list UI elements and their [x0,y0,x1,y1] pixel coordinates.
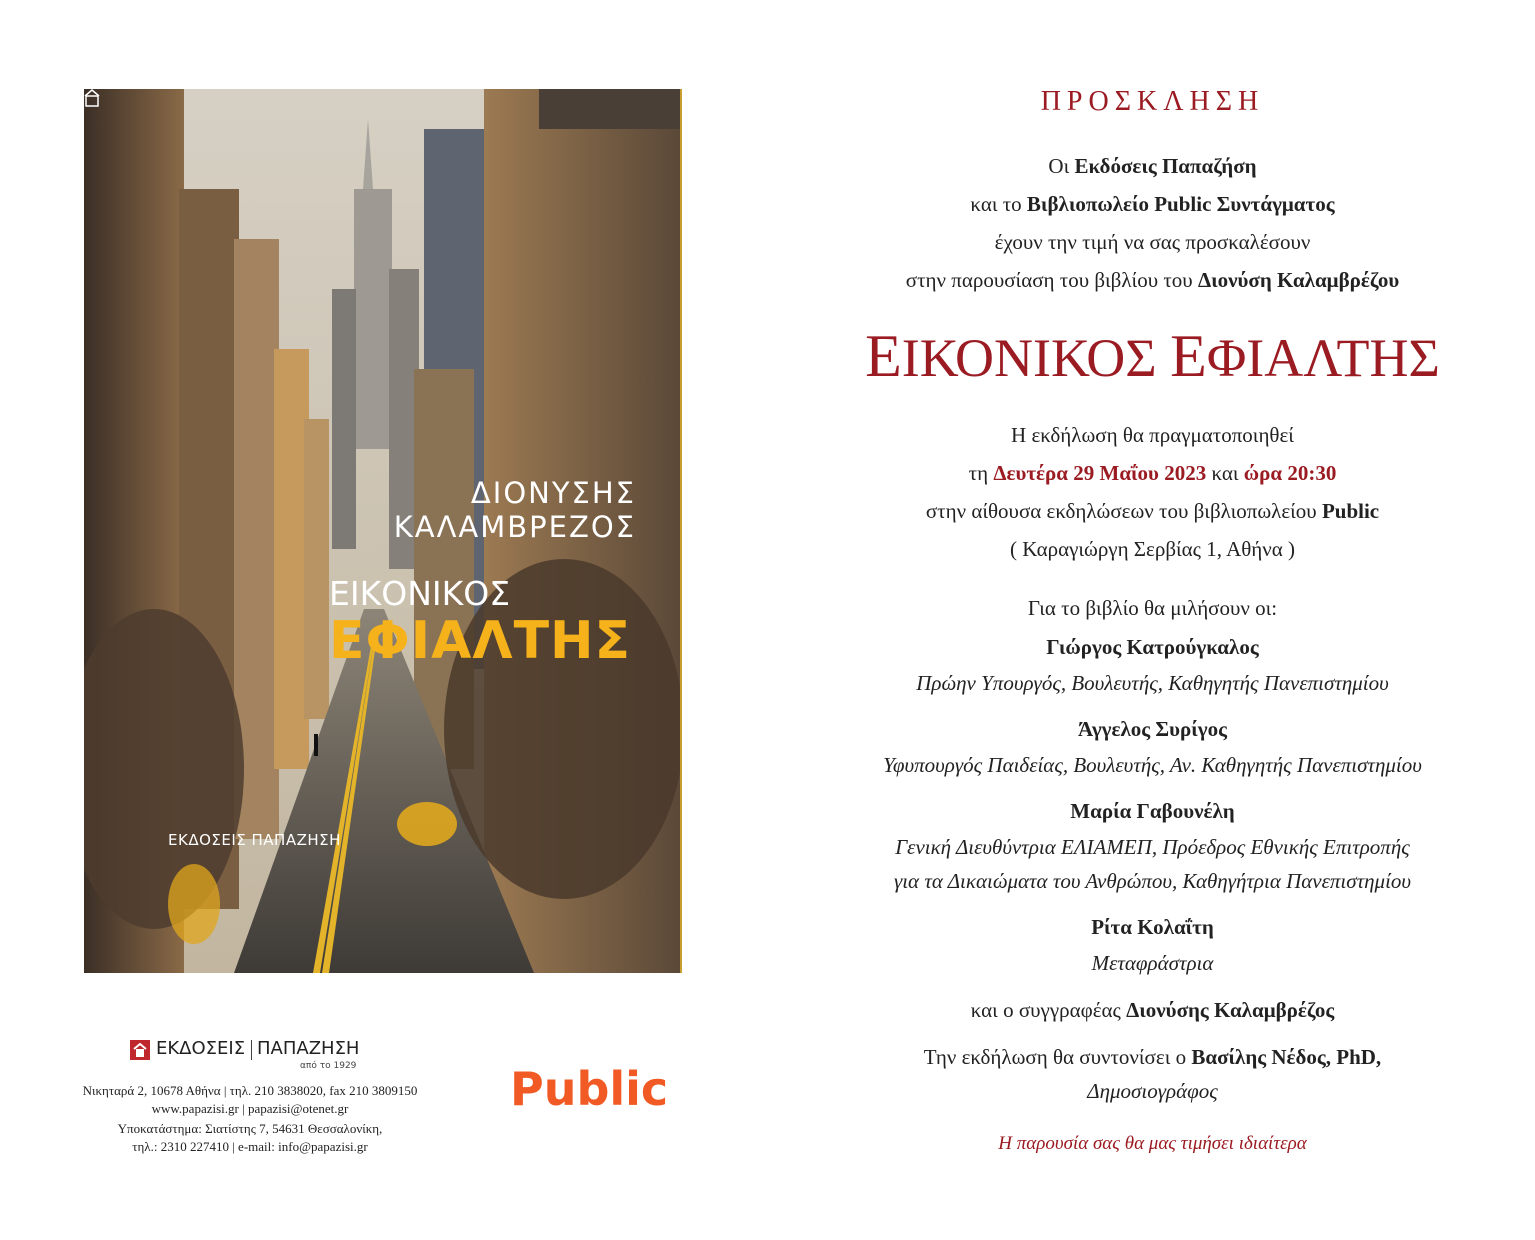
speaker-3-name: Μαρία Γαβουνέλη [1070,799,1235,823]
event-line-3 [760,498,1535,524]
title-rest: ΦΙΑΛΤΗΣ [1206,328,1440,388]
speaker-3-role: Γενική Διευθύντρια ΕΛΙΑΜΕΠ, Πρόεδρος Εθνικής Επιτροπής [895,835,1410,859]
cover-author-first: ΔΙΟΝΥΣΗΣ [470,476,636,510]
speaker-1-name: Γιώργος Κατρούγκαλος [1046,635,1259,659]
text: στην αίθουσα εκδηλώσεων του βιβλιοπωλείου [925,499,1322,523]
event-address: ( Καραγιώργη Σερβίας 1, Αθήνα ) [1009,537,1296,561]
text: και το [970,192,1027,216]
speakers-intro: Για το βιβλίο θα μιλήσουν οι: [1027,596,1278,620]
speaker-2-role: Υφυπουργός Παιδείας, Βουλευτής, Αν. Καθηγητής Πανεπιστημίου [883,753,1422,777]
title-initial: Ε [1170,323,1207,389]
moderator-name: Βασίλης Νέδος, PhD, [1191,1045,1382,1069]
closing-line: Η παρουσία σας θα μας τιμήσει ιδιαίτερα [998,1133,1307,1154]
speaker-name [760,914,1535,940]
publisher-branch: Υποκατάστημα: Σιατίστης 7, 54631 Θεσσαλονίκη, [117,1121,383,1136]
speaker-4-name: Ρίτα Κολαΐτη [1091,915,1214,939]
author-line [760,997,1535,1023]
text: και ο συγγραφέας [970,998,1127,1022]
speaker-name [760,798,1535,824]
publisher-house-icon [84,89,100,107]
author-name: Διονύση Καλαμβρέζου [1197,268,1400,292]
publisher-logo-text-right: ΠΑΠΑΖΗΣΗ [257,1038,360,1059]
venue-name: Public [1321,499,1380,523]
publisher-branch-contact: τηλ.: 2310 227410 | e-mail: info@papazisi.gr [132,1139,368,1154]
speaker-4-role: Μεταφράστρια [1091,951,1214,975]
cover-publisher: ΕΚΔΟΣΕΙΣ ΠΑΠΑΖΗΣΗ [168,831,341,849]
title-rest: ΙΚΟΝΙΚΟΣ [901,328,1171,388]
moderator-line [760,1044,1535,1070]
cover-title-line2: ΕΦΙΑΛΤΗΣ [329,611,632,671]
publisher-logo-mark-icon [130,1040,150,1060]
text: τη [968,461,994,485]
publisher-since: από το 1929 [300,1061,357,1071]
event-date: Δευτέρα 29 Μαΐου 2023 [993,461,1207,485]
publisher-web: www.papazisi.gr | papazisi@otenet.gr [151,1101,349,1116]
publisher-address: Νικηταρά 2, 10678 Αθήνα | τηλ. 210 3838020, fax 210 3809150 [82,1083,418,1098]
bookstore-name: Βιβλιοπωλείο Public Συντάγματος [1026,192,1335,216]
moderator-role: Δημοσιογράφος [1087,1079,1218,1103]
hosts-line-3: έχουν την τιμή να σας προσκαλέσουν [994,230,1311,254]
hosts-line-4 [760,267,1535,293]
book-cover [84,89,682,973]
publisher-logo-text-left: ΕΚΔΟΣΕΙΣ [156,1038,246,1059]
cover-title-line1: ΕΙΚΟΝΙΚΟΣ [329,574,511,613]
event-line-1: Η εκδήλωση θα πραγματοποιηθεί [1011,423,1294,447]
speaker-2-name: Άγγελος Συρίγος [1078,717,1227,741]
publisher-logo-divider [251,1040,252,1060]
speaker-1-role: Πρώην Υπουργός, Βουλευτής, Καθηγητής Πανεπιστημίου [916,671,1389,695]
text: Την εκδήλωση θα συντονίσει ο [923,1045,1192,1069]
title-initial: Ε [865,323,902,389]
author-full-name: Διονύσης Καλαμβρέζος [1126,998,1335,1022]
hosts-line-1 [760,153,1535,179]
speaker-name [760,634,1535,660]
hosts-line-2 [760,191,1535,217]
speaker-3-role-cont: για τα Δικαιώματα του Ανθρώπου, Καθηγήτρια Πανεπιστημίου [893,869,1412,893]
invitation-heading: ΠΡΟΣΚΛΗΣΗ [1040,86,1265,117]
cover-author-last: ΚΑΛΑΜΒΡΕΖΟΣ [393,510,636,544]
event-time: ώρα 20:30 [1243,461,1337,485]
speaker-name [760,716,1535,742]
text: Οι [1048,154,1075,178]
book-title [760,322,1535,391]
public-logo: Public [510,1062,669,1116]
event-line-2 [760,460,1535,486]
publisher-name: Εκδόσεις Παπαζήση [1074,154,1257,178]
text: και [1206,461,1244,485]
text: στην παρουσίαση του βιβλίου του [905,268,1198,292]
